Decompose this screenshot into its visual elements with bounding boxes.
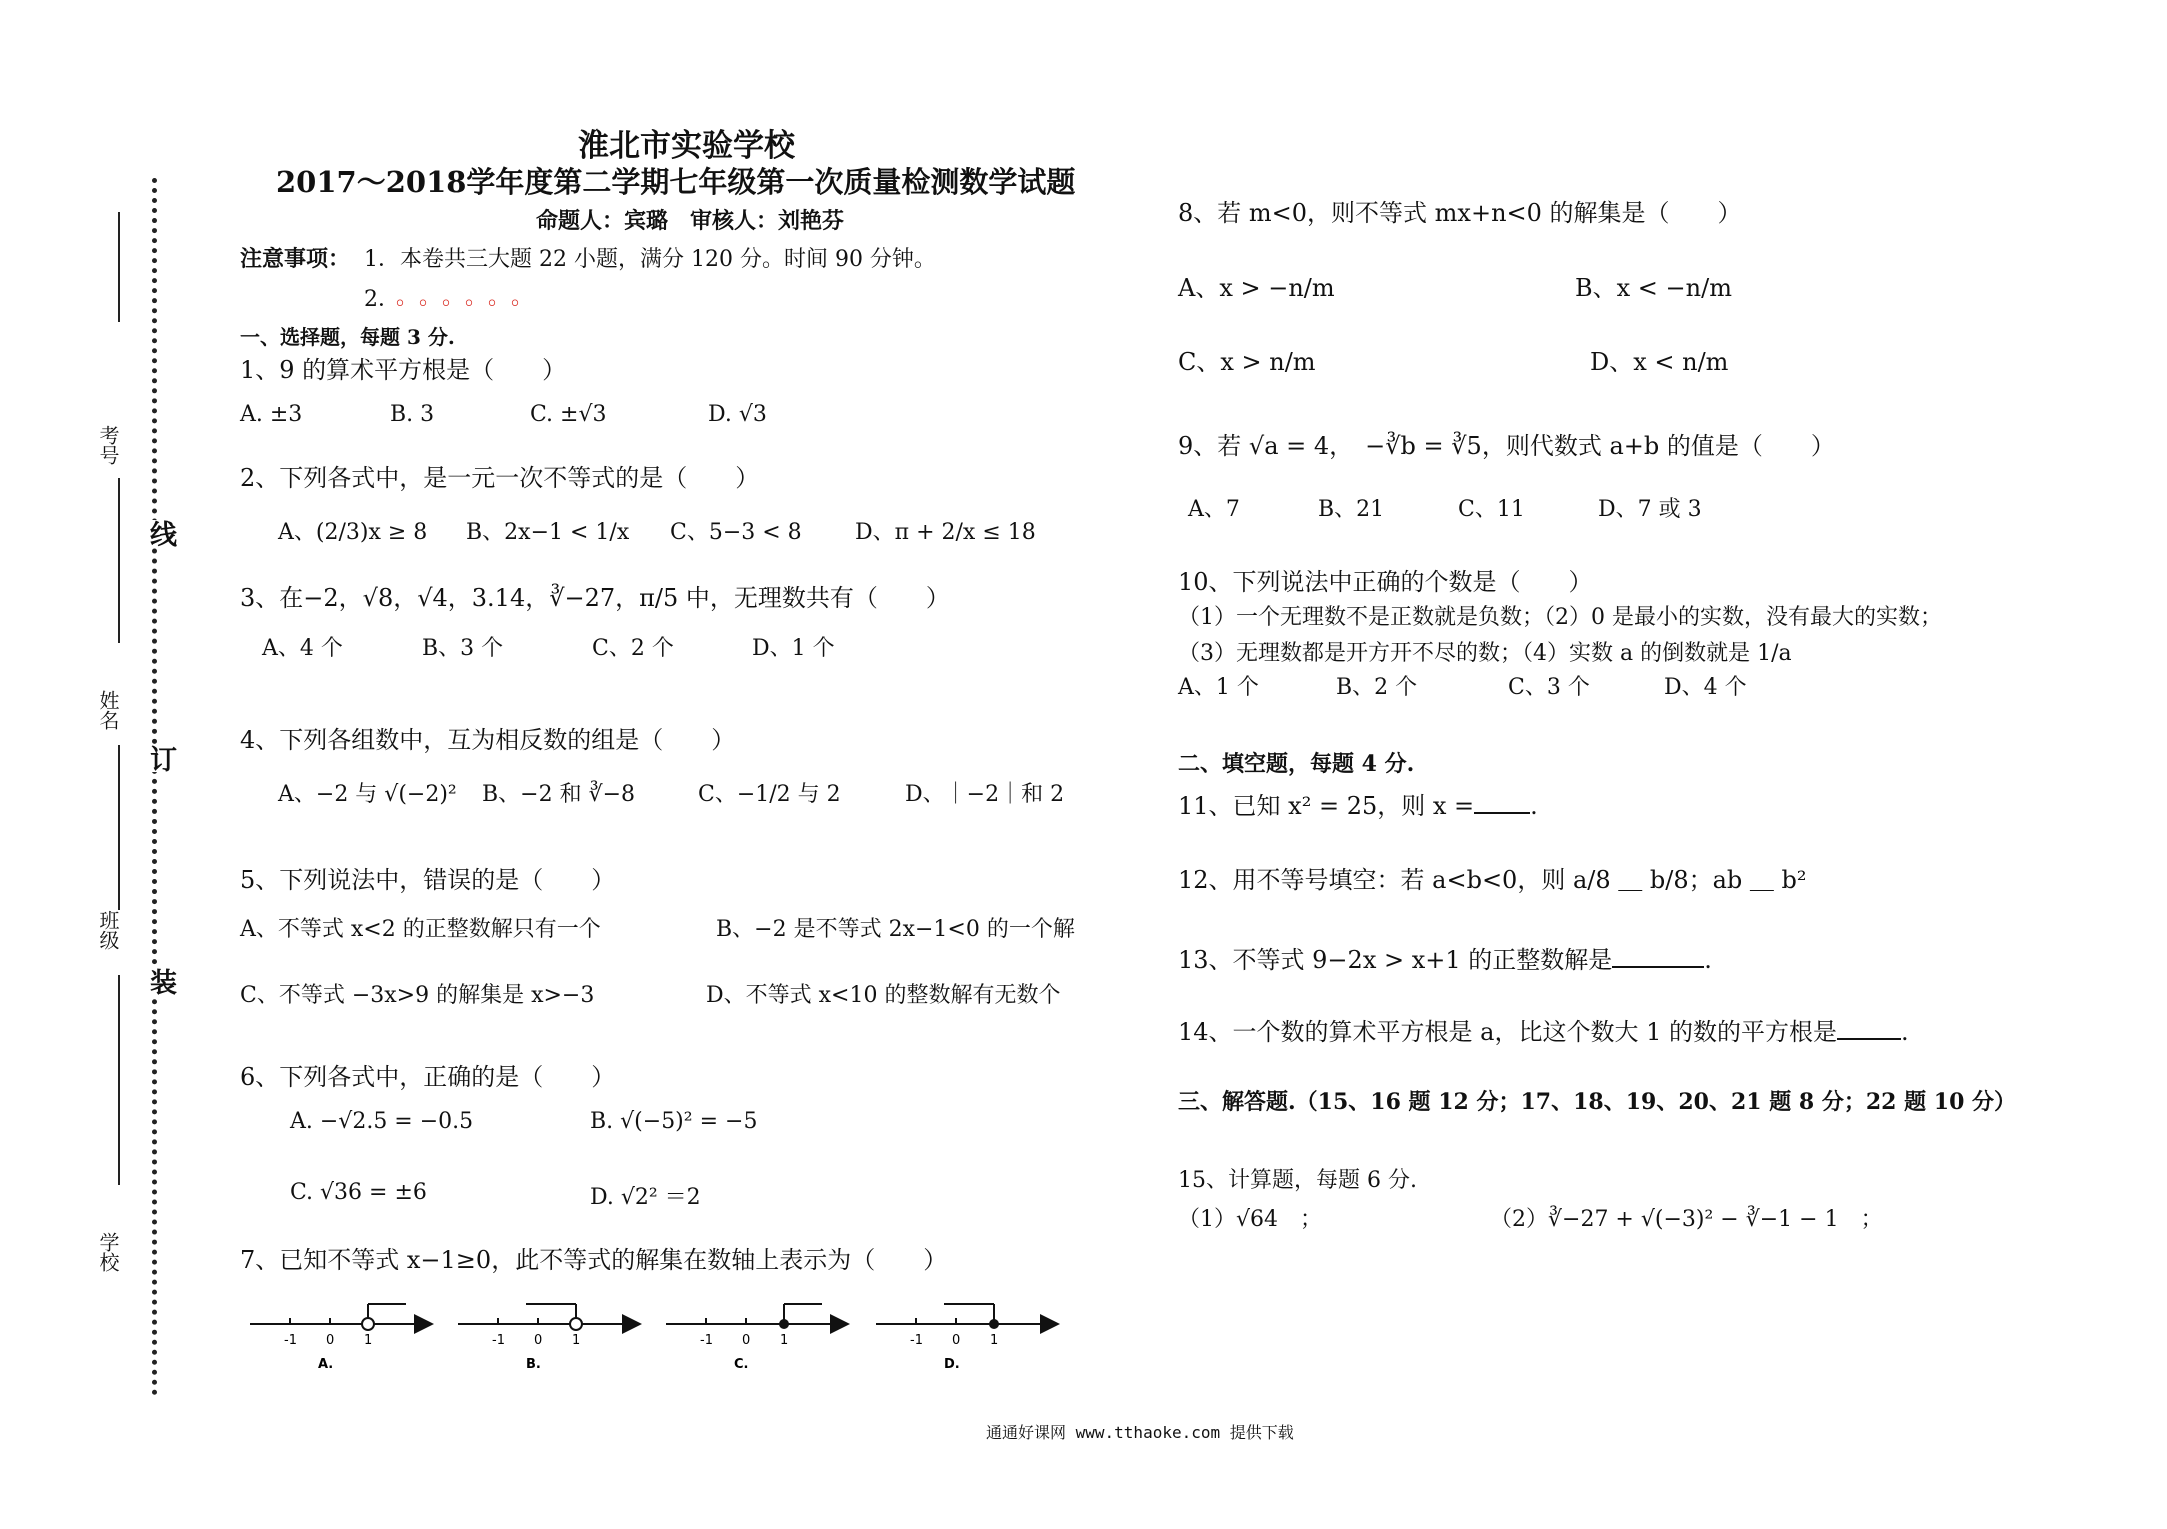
q3-option-c: C、2 个 bbox=[592, 636, 674, 661]
q4-option-b: B、−2 和 ∛−8 bbox=[482, 782, 636, 807]
tick-label: -1 bbox=[700, 1333, 713, 1348]
q1-option-b: B. 3 bbox=[390, 402, 435, 427]
q5-option-c: C、不等式 −3x>9 的解集是 x>−3 bbox=[240, 983, 595, 1008]
margin-rule-xuexiao bbox=[118, 975, 120, 1185]
q14-stem: 14、一个数的算术平方根是 a，比这个数大 1 的数的平方根是 bbox=[1178, 1018, 1838, 1046]
q3-option-b: B、3 个 bbox=[422, 636, 504, 661]
number-line-b bbox=[458, 1304, 638, 1372]
exam-authors: 命题人：宾璐 审核人：刘艳芬 bbox=[536, 208, 845, 234]
option-label: B. bbox=[526, 1357, 541, 1372]
q4-stem: 4、下列各组数中，互为相反数的组是（ ） bbox=[240, 726, 736, 754]
margin-rule-banji bbox=[118, 745, 120, 910]
tick-label: 0 bbox=[952, 1333, 961, 1348]
q6-option-d: D. √2² ＝2 bbox=[590, 1185, 701, 1210]
notice-item-2-dots: 。。。。。。 bbox=[396, 285, 546, 310]
q15-part-2: （2）∛−27 + √(−3)² − ∛−1 − 1 ； bbox=[1490, 1207, 1883, 1232]
q2-option-b: B、2x−1 < 1/x bbox=[466, 520, 630, 545]
exam-title: 2017～2018学年度第二学期七年级第一次质量检测数学试题 bbox=[276, 165, 1076, 199]
q2-stem: 2、下列各式中，是一元一次不等式的是（ ） bbox=[240, 464, 760, 492]
q9-stem: 9、若 √a = 4， −∛b = ∛5，则代数式 a+b 的值是（ ） bbox=[1178, 432, 1835, 460]
school-name: 淮北市实验学校 bbox=[578, 128, 795, 164]
q13-line bbox=[1178, 940, 1712, 975]
q3-stem: 3、在−2，√8，√4，3.14，∛−27，π/5 中，无理数共有（ ） bbox=[240, 584, 950, 612]
tick-label: -1 bbox=[492, 1333, 505, 1348]
q10-option-d: D、4 个 bbox=[1664, 675, 1747, 700]
q2-option-d: D、π + 2/x ≤ 18 bbox=[855, 520, 1036, 545]
q9-option-a: A、7 bbox=[1188, 497, 1240, 522]
tick-label: 1 bbox=[990, 1333, 999, 1348]
q9-option-b: B、21 bbox=[1318, 497, 1385, 522]
tick-label: -1 bbox=[284, 1333, 297, 1348]
q13-end: . bbox=[1704, 946, 1712, 974]
label-kaohao: 考号 bbox=[96, 425, 120, 465]
q5-option-b: B、−2 是不等式 2x−1<0 的一个解 bbox=[716, 917, 1075, 942]
binding-mark-zhuang: 装 bbox=[141, 968, 180, 995]
q12-stem: 12、用不等号填空：若 a<b<0，则 a/8 ＿ b/8；ab ＿ b² bbox=[1178, 866, 1807, 894]
q8-stem: 8、若 m<0，则不等式 mx+n<0 的解集是（ ） bbox=[1178, 199, 1742, 227]
q6-option-c: C. √36 = ±6 bbox=[290, 1180, 427, 1205]
number-line-c bbox=[666, 1304, 846, 1372]
margin-rule-kaohao bbox=[118, 212, 120, 322]
q4-option-c: C、−1/2 与 2 bbox=[698, 782, 841, 807]
q7-number-lines bbox=[248, 1298, 1078, 1388]
notice-item-2-number: 2． bbox=[364, 287, 400, 312]
section-1-heading: 一、选择题，每题 3 分. bbox=[240, 325, 455, 349]
option-label: A. bbox=[318, 1357, 334, 1372]
q11-end: . bbox=[1530, 792, 1538, 820]
notice-label: 注意事项： bbox=[240, 246, 351, 272]
q3-option-d: D、1 个 bbox=[752, 636, 835, 661]
q6-option-a: A. −√2.5 = −0.5 bbox=[290, 1109, 474, 1134]
q9-option-c: C、11 bbox=[1458, 497, 1525, 522]
tick-label: -1 bbox=[910, 1333, 923, 1348]
q8-option-c: C、x > n/m bbox=[1178, 348, 1316, 376]
section-2-heading: 二、填空题，每题 4 分. bbox=[1178, 751, 1415, 777]
q10-statement-line-1: （1）一个无理数不是正数就是负数；（2）0 是最小的实数，没有最大的实数； bbox=[1178, 605, 1942, 630]
tick-label: 1 bbox=[780, 1333, 789, 1348]
q10-option-b: B、2 个 bbox=[1336, 675, 1418, 700]
q15-stem: 15、计算题，每题 6 分. bbox=[1178, 1168, 1417, 1193]
number-line-d bbox=[876, 1304, 1056, 1372]
q14-end: . bbox=[1901, 1018, 1909, 1046]
q3-option-a: A、4 个 bbox=[262, 636, 343, 661]
label-xuexiao: 学校 bbox=[96, 1232, 120, 1272]
section-3-heading: 三、解答题.（15、16 题 12 分；17、18、19、20、21 题 8 分；22 题 10 分） bbox=[1178, 1089, 2017, 1115]
label-xingming: 姓名 bbox=[96, 690, 120, 730]
notice-item-1: 1．本卷共三大题 22 小题，满分 120 分。时间 90 分钟。 bbox=[364, 247, 936, 272]
tick-label: 1 bbox=[364, 1333, 373, 1348]
q8-option-d: D、x < n/m bbox=[1590, 348, 1729, 376]
q5-option-d: D、不等式 x<10 的整数解有无数个 bbox=[706, 983, 1061, 1008]
tick-label: 0 bbox=[326, 1333, 335, 1348]
option-label: D. bbox=[944, 1357, 960, 1372]
q2-option-c: C、5−3 < 8 bbox=[670, 520, 802, 545]
q10-stem: 10、下列说法中正确的个数是（ ） bbox=[1178, 568, 1593, 596]
q9-option-d: D、7 或 3 bbox=[1598, 497, 1702, 522]
q4-option-a: A、−2 与 √(−2)² bbox=[278, 782, 457, 807]
number-line-a bbox=[250, 1304, 430, 1372]
q11-stem: 11、已知 x² = 25，则 x = bbox=[1178, 792, 1475, 820]
q10-statement-line-2: （3）无理数都是开方开不尽的数；（4）实数 a 的倒数就是 1/a bbox=[1178, 641, 1792, 666]
q14-answer-blank[interactable] bbox=[1837, 1016, 1901, 1040]
q5-option-a: A、不等式 x<2 的正整数解只有一个 bbox=[240, 917, 601, 942]
margin-rule-xingming bbox=[118, 478, 120, 643]
q14-line bbox=[1178, 1012, 1909, 1047]
binding-mark-xian: 线 bbox=[141, 520, 180, 547]
q13-answer-blank[interactable] bbox=[1612, 944, 1704, 968]
q6-stem: 6、下列各式中，正确的是（ ） bbox=[240, 1063, 616, 1091]
binding-dotted-line bbox=[152, 178, 157, 1396]
tick-label: 0 bbox=[742, 1333, 751, 1348]
q11-line bbox=[1178, 786, 1538, 821]
q10-option-a: A、1 个 bbox=[1178, 675, 1259, 700]
label-banji: 班级 bbox=[96, 910, 120, 950]
q6-option-b: B. √(−5)² = −5 bbox=[590, 1109, 758, 1134]
q1-option-d: D. √3 bbox=[708, 402, 767, 427]
q5-stem: 5、下列说法中，错误的是（ ） bbox=[240, 866, 616, 894]
binding-mark-ding: 订 bbox=[141, 745, 180, 772]
q4-option-d: D、｜−2｜和 2 bbox=[905, 782, 1065, 807]
tick-label: 1 bbox=[572, 1333, 581, 1348]
q8-option-b: B、x < −n/m bbox=[1575, 274, 1732, 302]
q13-stem: 13、不等式 9−2x > x+1 的正整数解是 bbox=[1178, 946, 1613, 974]
q1-option-c: C. ±√3 bbox=[530, 402, 607, 427]
q1-stem: 1、9 的算术平方根是（ ） bbox=[240, 356, 567, 384]
option-label: C. bbox=[734, 1357, 749, 1372]
q15-part-1: （1）√64 ； bbox=[1178, 1207, 1323, 1232]
q1-option-a: A. ±3 bbox=[240, 402, 303, 427]
q2-option-a: A、(2/3)x ≥ 8 bbox=[278, 520, 428, 545]
q8-option-a: A、x > −n/m bbox=[1178, 274, 1335, 302]
q7-stem: 7、已知不等式 x−1≥0，此不等式的解集在数轴上表示为（ ） bbox=[240, 1246, 948, 1274]
footer-source: 通通好课网 www.tthaoke.com 提供下载 bbox=[986, 1423, 1294, 1442]
tick-label: 0 bbox=[534, 1333, 543, 1348]
q10-option-c: C、3 个 bbox=[1508, 675, 1590, 700]
q11-answer-blank[interactable] bbox=[1474, 790, 1530, 814]
